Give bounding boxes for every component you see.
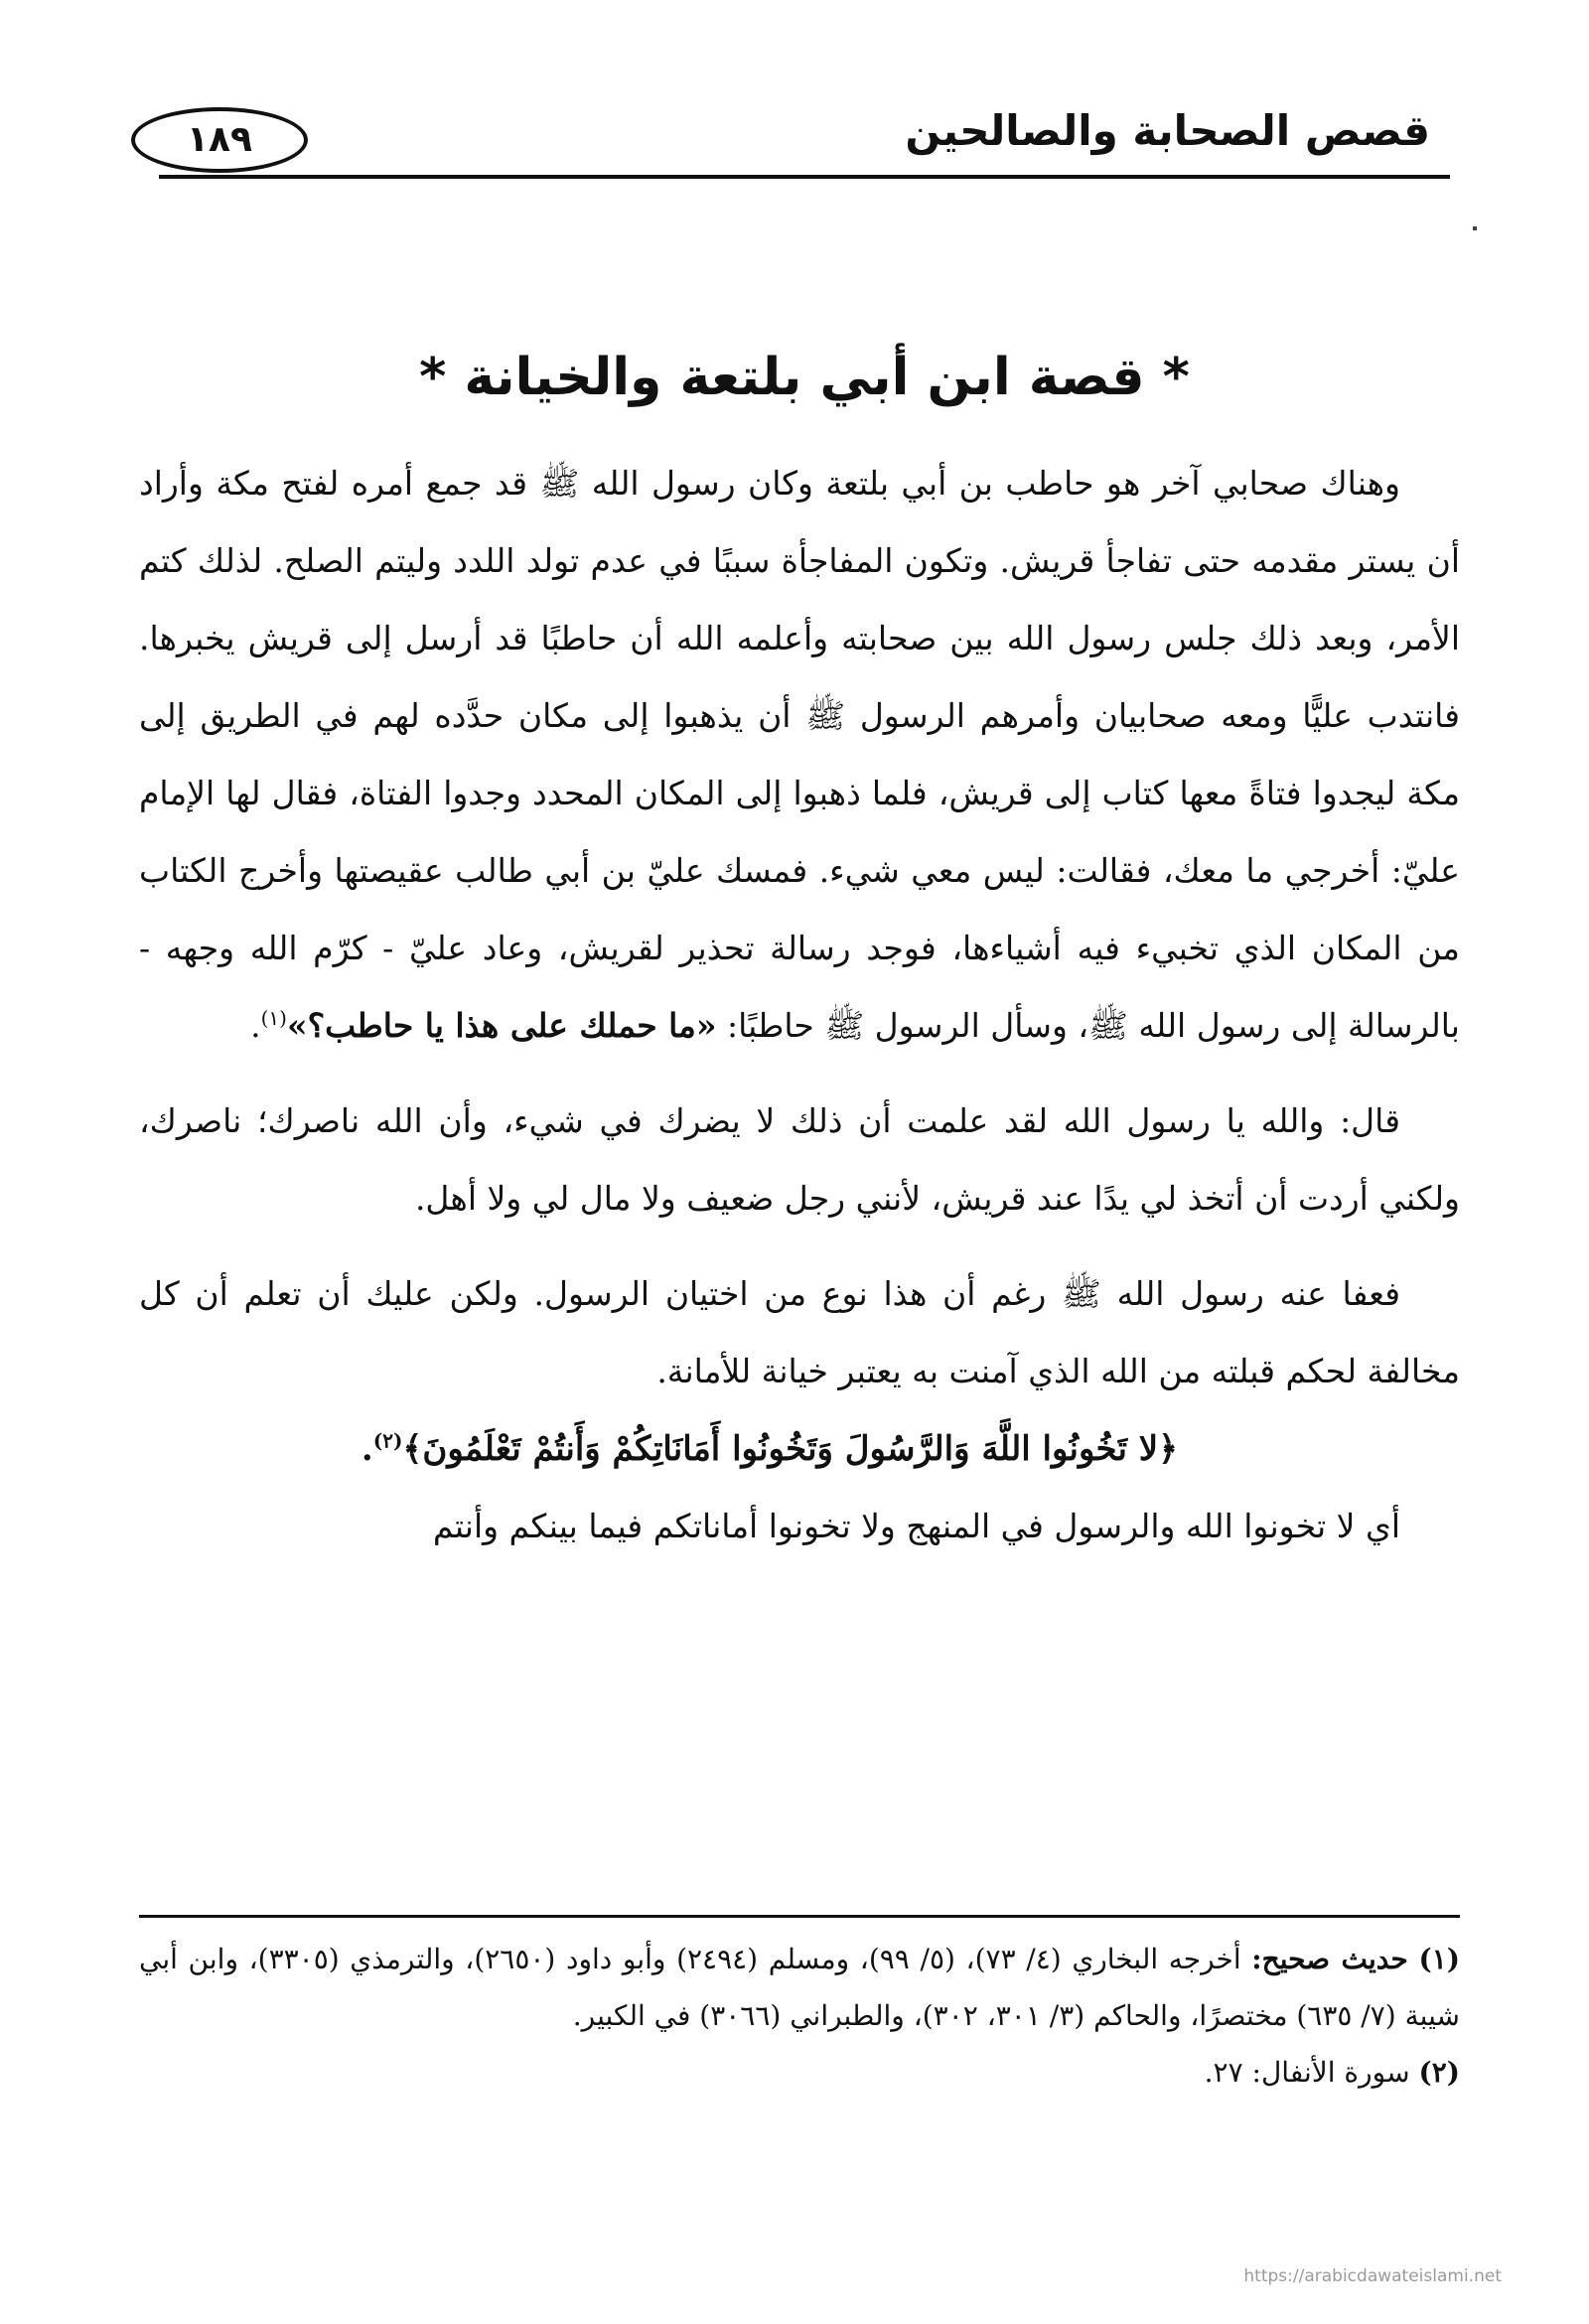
paragraph-1-end: . [250, 1006, 261, 1045]
footnote-1-text: أخرجه البخاري (٤/ ٧٣)، (٥/ ٩٩)، ومسلم (٢٤٩٤) وأبو داود (٢٦٥٠)، والترمذي (٣٣٠٥)، وابن أبي شيبة (٧/ ٦٣٥) مختصرًا، والحاكم (٣/ ٣٠١، ٣٠٢)، والطبراني (٣٠٦٦) في الكبير. [139, 1943, 1460, 2032]
footnotes [139, 1931, 1460, 2101]
page-header [159, 99, 1450, 179]
quran-verse-end: . [361, 1429, 373, 1469]
paragraph-1-text: وهناك صحابي آخر هو حاطب بن أبي بلتعة وكان رسول الله ﷺ قد جمع أمره لفتح مكة وأراد أن يستر مقدمه حتى تفاجأ قريش. وتكون المفاجأة سببًا في عدم تولد اللدد وليتم الصلح. لذلك كتم الأمر، وبعد ذلك جلس رسول الله بين صحابته وأعلمه الله أن حاطبًا قد أرسل إلى قريش يخبرها. فانتدب عليًّا ومعه صحابيان وأمرهم الرسول ﷺ أن يذهبوا إلى مكان حدَّده لهم في الطريق إلى مكة ليجدوا فتاةً معها كتاب إلى قريش، فلما ذهبوا إلى المكان المحدد وجدوا الفتاة، فقال لها الإمام عليّ: أخرجي ما معك، فقالت: ليس معي شيء. فمسك عليّ بن أبي طالب عقيصتها وأخرج الكتاب من المكان الذي تخبيء فيه أشياءها، فوجد رسالة تحذير لقريش، وعاد عليّ - كرّم الله وجهه - بالرسالة إلى رسول الله ﷺ، وسأل الرسول ﷺ حاطبًا: [139, 464, 1460, 1045]
header-rule [159, 175, 1450, 179]
scan-speck [1473, 226, 1477, 230]
chapter-title: * قصة ابن أبي بلتعة والخيانة * [419, 348, 1190, 407]
footnote-2 [139, 2044, 1460, 2101]
quran-verse-text: ﴿لا تَخُونُوا اللَّهَ وَالرَّسُولَ وَتَخُونُوا أَمَانَاتِكُمْ وَأَنتُمْ تَعْلَمُونَ﴾ [402, 1429, 1179, 1469]
paragraph-1 [139, 445, 1460, 1065]
footnote-2-number: (٢) [1418, 2056, 1460, 2089]
watermark-url: https://arabicdawateislami.net [1243, 2266, 1502, 2286]
footnote-2-text: سورة الأنفال: ٢٧. [1204, 2056, 1410, 2089]
quran-verse [139, 1410, 1460, 1488]
paragraph-2: قال: والله يا رسول الله لقد علمت أن ذلك لا يضرك في شيء، وأن الله ناصرك؛ ناصرك، ولكني أردت أن أتخذ لي يدًا عند قريش، لأنني رجل ضعيف ولا مال لي ولا أهل. [139, 1101, 1460, 1218]
page-number: ١٨٩ [131, 107, 308, 173]
hadith-quote: «ما حملك على هذا يا حاطب؟» [286, 1006, 717, 1045]
paragraph-3: فعفا عنه رسول الله ﷺ رغم أن هذا نوع من اختيان الرسول. ولكن عليك أن تعلم أن كل مخالفة لحكم قبلته من الله الذي آمنت به يعتبر خيانة للأمانة. [139, 1274, 1460, 1390]
paragraph-4: أي لا تخونوا الله والرسول في المنهج ولا تخونوا أماناتكم فيما بينكم وأنتم [432, 1507, 1400, 1545]
book-title: قصص الصحابة والصالحين [905, 106, 1430, 155]
body-text [139, 445, 1460, 1565]
footnote-1-label: حديث صحيح: [1251, 1943, 1408, 1975]
footnote-separator [139, 1915, 1460, 1918]
footnote-1-number: (١) [1418, 1943, 1460, 1975]
footnote-ref-2: (٢) [372, 1428, 403, 1453]
footnote-1 [139, 1931, 1460, 2044]
footnote-ref-1: (١) [260, 1006, 287, 1030]
